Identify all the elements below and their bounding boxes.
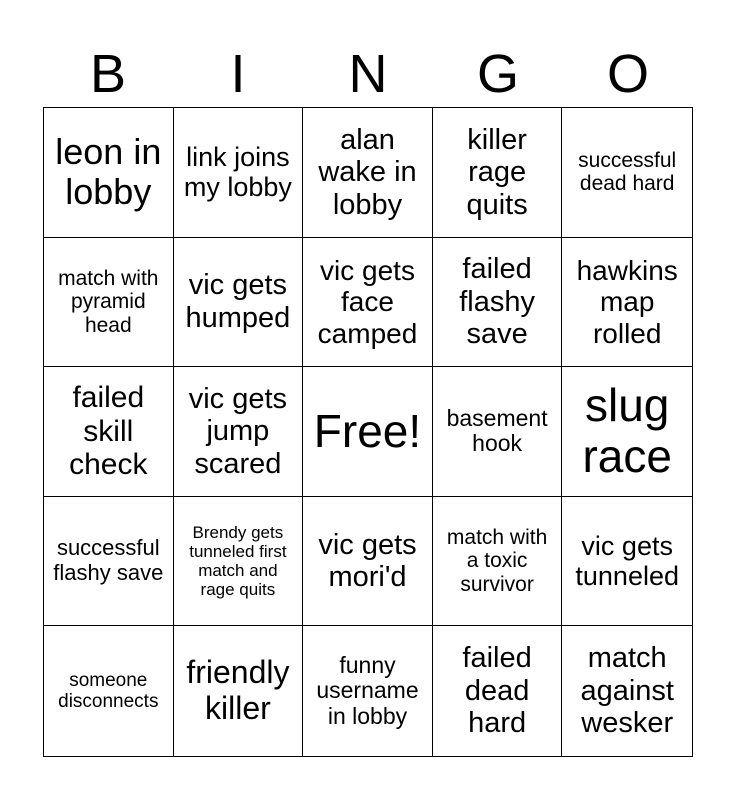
bingo-cell[interactable] <box>44 367 174 497</box>
bingo-grid <box>43 107 693 757</box>
bingo-cell-text: friendly killer <box>186 654 290 727</box>
bingo-cell[interactable] <box>303 626 433 756</box>
bingo-cell[interactable] <box>562 497 692 627</box>
bingo-cell-text: failed dead hard <box>462 642 532 740</box>
bingo-cell[interactable] <box>433 367 563 497</box>
bingo-cell-text: vic gets face camped <box>317 254 418 349</box>
bingo-cell-text: hawkins map rolled <box>576 254 678 349</box>
bingo-cell[interactable] <box>44 238 174 368</box>
bingo-cell[interactable] <box>433 108 563 238</box>
bingo-cell-text: match against wesker <box>580 642 674 740</box>
bingo-cell-text: link joins my lobby <box>183 142 292 203</box>
bingo-cell-text: Brendy gets tunneled first match and rage quits <box>189 523 287 600</box>
bingo-cell[interactable] <box>433 626 563 756</box>
bingo-cell[interactable] <box>562 367 692 497</box>
bingo-cell-text: vic gets mori'd <box>318 528 417 594</box>
bingo-cell-text: slug race <box>582 378 672 483</box>
bingo-cell[interactable] <box>303 497 433 627</box>
bingo-cell-text: match with a toxic survivor <box>446 525 548 596</box>
header-letter-g: G <box>476 44 519 104</box>
bingo-header <box>43 40 693 108</box>
bingo-cell-text: someone disconnects <box>58 669 159 713</box>
bingo-cell[interactable] <box>433 238 563 368</box>
bingo-cell-text: failed skill check <box>69 381 148 482</box>
header-letter-i: I <box>230 44 246 104</box>
header-letter-n: N <box>348 44 388 104</box>
bingo-cell[interactable] <box>174 238 304 368</box>
bingo-cell[interactable] <box>174 108 304 238</box>
bingo-cell-text: failed flashy save <box>459 253 535 351</box>
bingo-cell[interactable] <box>433 497 563 627</box>
header-letter-b: B <box>89 44 127 104</box>
bingo-cell-text: alan wake in lobby <box>318 123 417 221</box>
free-space-cell[interactable] <box>303 367 433 497</box>
bingo-cell[interactable] <box>562 108 692 238</box>
bingo-cell[interactable] <box>174 497 304 627</box>
bingo-cell[interactable] <box>44 108 174 238</box>
bingo-cell[interactable] <box>303 238 433 368</box>
bingo-cell[interactable] <box>174 626 304 756</box>
bingo-cell-text: successful flashy save <box>53 535 164 586</box>
bingo-cell-text: basement hook <box>446 404 548 457</box>
bingo-cell-text: leon in lobby <box>55 130 162 213</box>
free-space-text: Free! <box>313 404 422 457</box>
bingo-cell-text: vic gets jump scared <box>188 382 288 480</box>
bingo-cell[interactable] <box>174 367 304 497</box>
bingo-cell-text: vic gets tunneled <box>575 530 679 592</box>
bingo-cell[interactable] <box>303 108 433 238</box>
bingo-cell-text: funny username in lobby <box>316 651 419 730</box>
header-letter-o: O <box>606 44 649 104</box>
bingo-cell-text: vic gets humped <box>185 269 291 334</box>
bingo-cell-text: killer rage quits <box>466 123 528 221</box>
bingo-cell-text: successful dead hard <box>578 148 677 196</box>
bingo-cell[interactable] <box>44 497 174 627</box>
bingo-cell[interactable] <box>44 626 174 756</box>
bingo-cell[interactable] <box>562 626 692 756</box>
bingo-cell[interactable] <box>562 238 692 368</box>
bingo-cell-text: match with pyramid head <box>58 266 159 337</box>
